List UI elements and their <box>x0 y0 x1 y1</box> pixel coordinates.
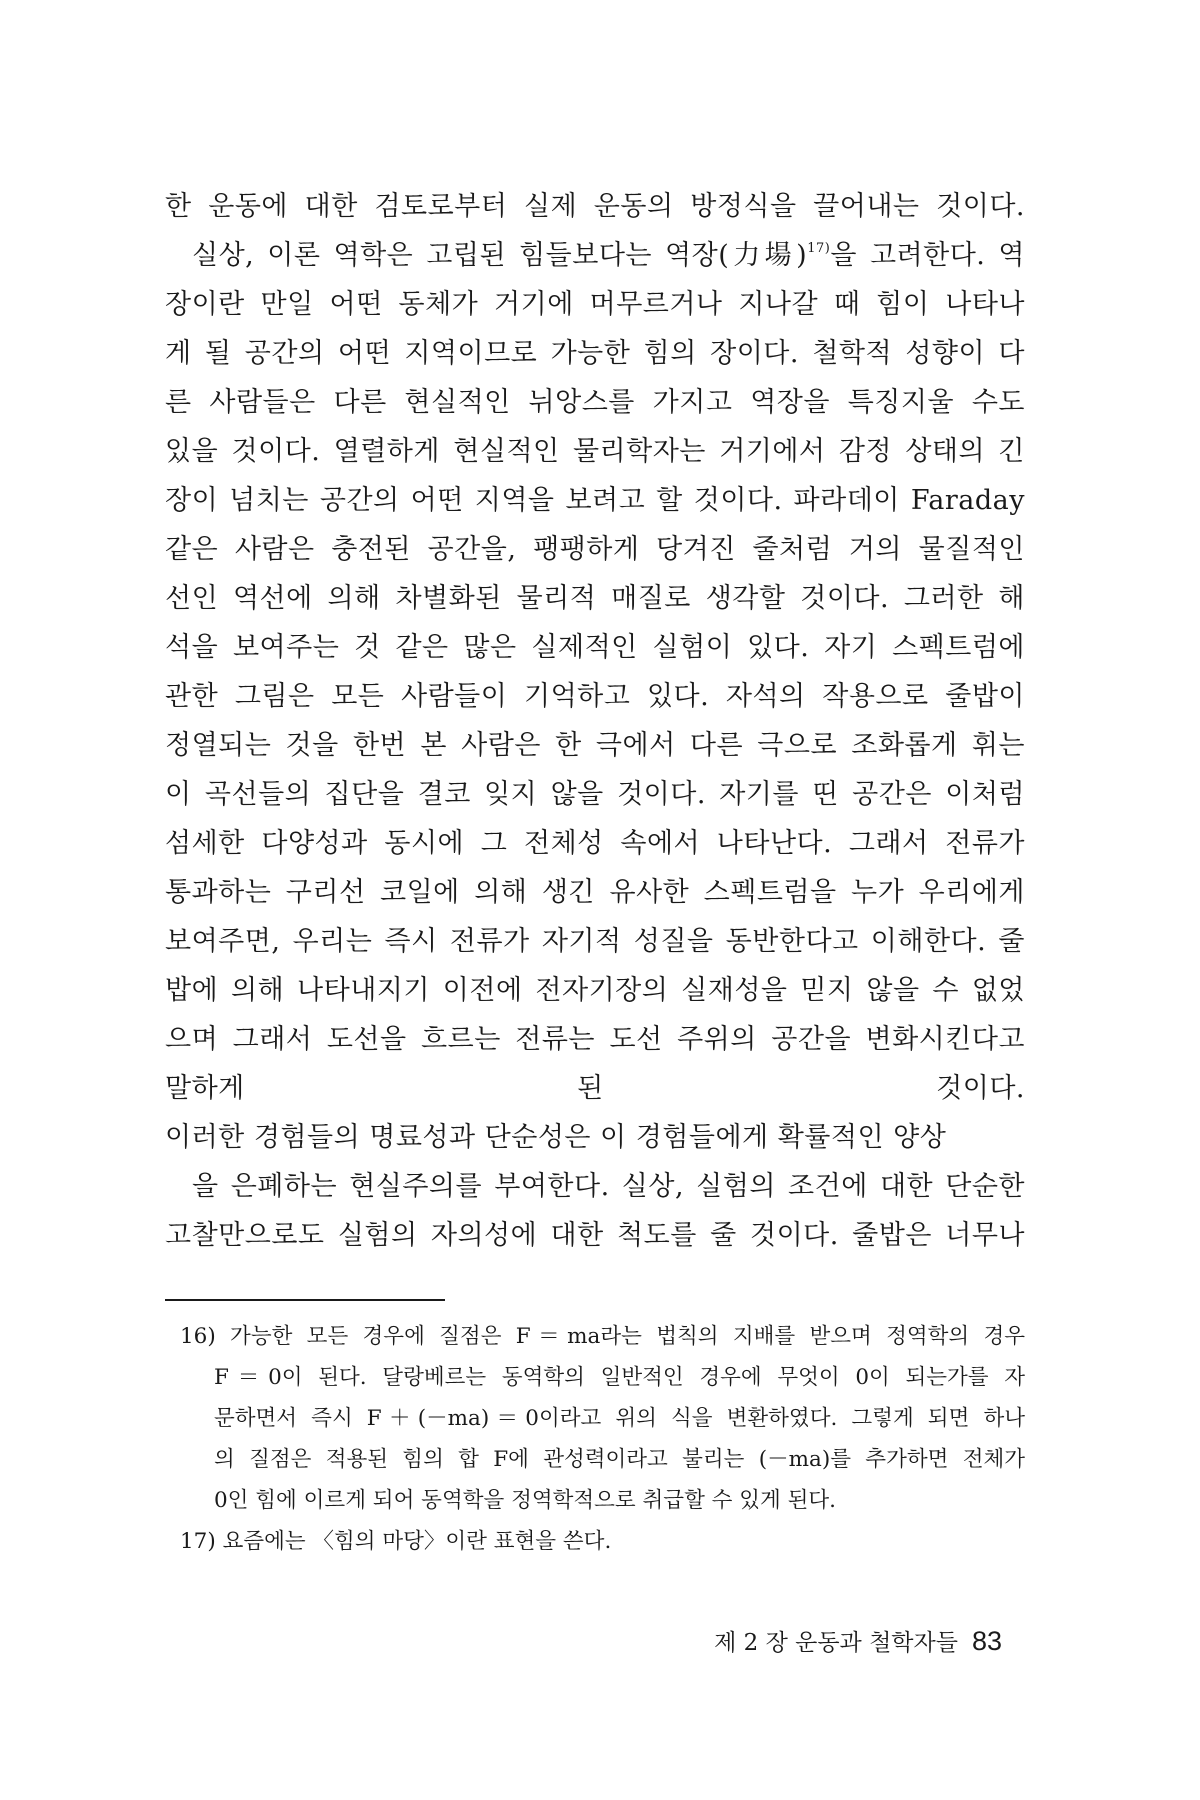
body-line: 으며 그래서 도선을 흐르는 전류는 도선 주위의 공간을 변화시킨다고 <box>165 1024 1025 1055</box>
body-line: 장이 넘치는 공간의 어떤 지역을 보려고 할 것이다. 파라데이 Faraday <box>165 485 1025 516</box>
footnote-divider <box>165 1299 445 1301</box>
body-line: 고찰만으로도 실험의 자의성에 대한 척도를 줄 것이다. 줄밥은 너무나 <box>165 1220 1025 1251</box>
page-number: 83 <box>971 1626 1002 1656</box>
footnote-17: 17) 요즘에는 〈힘의 마당〉이란 표현을 쓴다. <box>180 1529 612 1554</box>
body-line: 밥에 의해 나타내지기 이전에 전자기장의 실재성을 믿지 않을 수 없었 <box>165 975 1025 1006</box>
body-line: 장이란 만일 어떤 동체가 거기에 머무르거나 지나갈 때 힘이 나타나 <box>165 289 1025 320</box>
body-line <box>165 231 1025 280</box>
footnote-16-cont: 의 질점은 적용된 힘의 합 F에 관성력이라고 불리는 (－ma)를 추가하면 전체가 <box>214 1447 1025 1472</box>
body-line: 른 사람들은 다른 현실적인 뉘앙스를 가지고 역장을 특징지울 수도 <box>165 387 1025 418</box>
footnote-16-cont: 0인 힘에 이르게 되어 동역학을 정역학적으로 취급할 수 있게 된다. <box>214 1488 837 1513</box>
body-line: 한 운동에 대한 검토로부터 실제 운동의 방정식을 끌어내는 것이다. <box>165 191 1025 222</box>
body-line: 통과하는 구리선 코일에 의해 생긴 유사한 스펙트럼을 누가 우리에게 <box>165 877 1025 908</box>
body-text <box>165 182 1025 1260</box>
body-line: 이 곡선들의 집단을 결코 잊지 않을 것이다. 자기를 띤 공간은 이처럼 <box>165 779 1025 810</box>
body-line: 석을 보여주는 것 같은 많은 실제적인 실험이 있다. 자기 스펙트럼에 <box>165 632 1025 663</box>
body-line-text: 을 고려한다. 역 <box>830 240 1025 271</box>
body-line: 섬세한 다양성과 동시에 그 전체성 속에서 나타난다. 그래서 전류가 <box>165 828 1025 859</box>
body-line: 정열되는 것을 한번 본 사람은 한 극에서 다른 극으로 조화롭게 휘는 <box>165 730 1025 761</box>
body-line: 보여주면, 우리는 즉시 전류가 자기적 성질을 동반한다고 이해한다. 줄 <box>165 926 1025 957</box>
footnotes <box>180 1316 1025 1562</box>
footnote-16-cont: 문하면서 즉시 F＋(－ma)＝0이라고 위의 식을 변환하였다. 그렇게 되면 하나 <box>214 1406 1025 1431</box>
page-footer <box>714 1624 1002 1657</box>
body-line: 있을 것이다. 열렬하게 현실적인 물리학자는 거기에서 감정 상태의 긴 <box>165 436 1025 467</box>
body-line-text: 실상, 이론 역학은 고립된 힘들보다는 역장(力場) <box>192 240 808 271</box>
footnote-ref-17: 17) <box>807 241 831 256</box>
running-footer-chapter: 제 2 장 운동과 철학자들 <box>714 1630 958 1656</box>
body-line: 게 될 공간의 어떤 지역이므로 가능한 힘의 장이다. 철학적 성향이 다 <box>165 338 1025 369</box>
body-line: 말하게 된 것이다. <box>165 1073 1025 1104</box>
body-line: 관한 그림은 모든 사람들이 기억하고 있다. 자석의 작용으로 줄밥이 <box>165 681 1025 712</box>
body-line: 선인 역선에 의해 차별화된 물리적 매질로 생각할 것이다. 그러한 해 <box>165 583 1025 614</box>
body-line: 같은 사람은 충전된 공간을, 팽팽하게 당겨진 줄처럼 거의 물질적인 <box>165 534 1025 565</box>
footnote-16: 16) 가능한 모든 경우에 질점은 F＝ma라는 법칙의 지배를 받으며 정역학의 경우 <box>180 1324 1025 1349</box>
body-line: 이러한 경험들의 명료성과 단순성은 이 경험들에게 확률적인 양상 <box>165 1122 947 1153</box>
body-line: 을 은폐하는 현실주의를 부여한다. 실상, 실험의 조건에 대한 단순한 <box>192 1171 1025 1202</box>
footnote-16-cont: F＝0이 된다. 달랑베르는 동역학의 일반적인 경우에 무엇이 0이 되는가를 자 <box>214 1365 1025 1390</box>
